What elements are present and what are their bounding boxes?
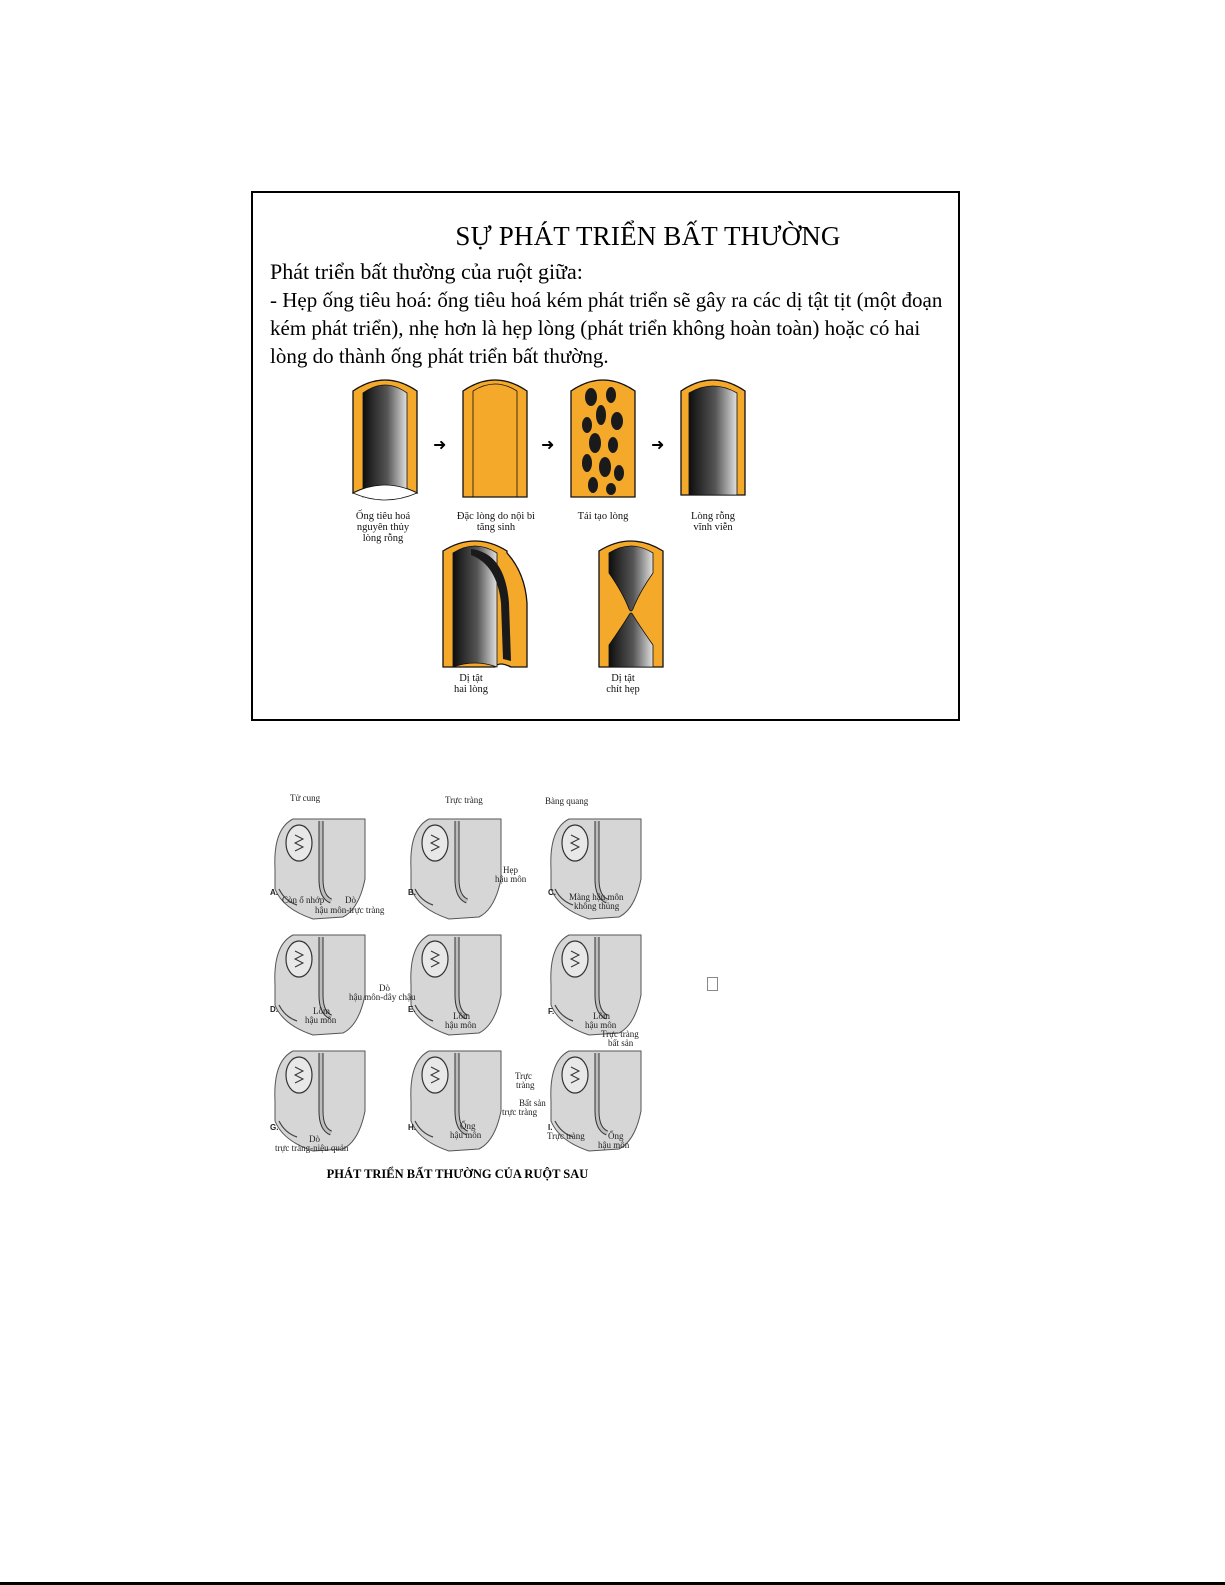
slide-paragraph: - Hẹp ống tiêu hoá: ống tiêu hoá kém phát triển sẽ gây ra các dị tật tịt (một đoạn kém phát triển), nhẹ hơn là hẹp lòng (phát triển không hoàn toàn) hoặc có hai lòng do thành ống phát triển bất thường. — [270, 288, 943, 368]
caption-tube-4: Lòng rỗng vĩnh viễn — [690, 511, 736, 533]
arrow-right-icon: ➜ — [433, 435, 447, 454]
missing-glyph-box — [707, 977, 718, 991]
caption-tube-3: Tái tạo lòng — [577, 511, 629, 522]
label-a-1: Còn ổ nhớp — [282, 895, 325, 905]
tube-primitive-hollow — [351, 373, 419, 507]
label-i-1: Trực tràng — [601, 1029, 639, 1039]
panel-letter-f: F. — [548, 1007, 555, 1016]
label-d-2: hậu môn — [305, 1015, 337, 1025]
caption-tube-1: Ống tiêu hoá nguyên thủy lòng rỗng — [355, 511, 411, 544]
label-h-3: Bất sản — [519, 1098, 546, 1108]
label-e-1: Dò — [379, 983, 390, 993]
panel-letter-h: H. — [408, 1123, 416, 1132]
panel-letter-i: I. — [548, 1123, 553, 1132]
label-i-4: Ống — [608, 1131, 624, 1141]
label-f-1: Lõm — [593, 1011, 610, 1021]
label-c-top: Bàng quang — [545, 796, 589, 806]
label-b-top: Trực tràng — [445, 795, 483, 805]
label-c-1: Màng hậu môn — [569, 892, 624, 902]
slide-frame — [251, 191, 960, 721]
label-h-6: hậu môn — [450, 1130, 482, 1140]
caption-tube-2: Đặc lòng do nội bì tăng sinh — [456, 511, 536, 533]
slide-title: SỰ PHÁT TRIỂN BẤT THƯỜNG — [455, 221, 841, 251]
label-e-4: hậu môn — [445, 1020, 477, 1030]
label-e-3: Lõm — [453, 1011, 470, 1021]
caption-double-lumen: Dị tật hai lòng — [453, 673, 489, 695]
label-h-5: Ống — [460, 1121, 476, 1131]
panel-letter-d: D. — [270, 1005, 278, 1014]
label-a-3: hậu môn-trực tràng — [315, 905, 385, 915]
label-b-1: Hẹp — [503, 865, 518, 875]
label-i-5: hậu môn — [598, 1140, 630, 1150]
label-h-1: Trực — [515, 1071, 533, 1081]
label-a-2: Dò — [345, 895, 356, 905]
label-h-4: trực tràng — [502, 1107, 538, 1117]
arrow-right-icon: ➜ — [541, 435, 555, 454]
label-a-top: Tử cung — [290, 793, 321, 803]
tube-stenosis — [597, 533, 665, 669]
label-b-2: hậu môn — [495, 874, 527, 884]
label-f-2: hậu môn — [585, 1020, 617, 1030]
panel-letter-g: G. — [270, 1123, 279, 1132]
arrow-right-icon: ➜ — [651, 435, 665, 454]
tube-solid — [461, 373, 529, 507]
panel-letter-e: E. — [408, 1005, 416, 1014]
label-d-1: Lõm — [313, 1006, 330, 1016]
figure2-caption: PHÁT TRIỂN BẤT THƯỜNG CỦA RUỘT SAU — [326, 1167, 589, 1181]
label-i-3: Trực tràng — [547, 1131, 585, 1141]
slide-subtitle: Phát triển bất thường của ruột giữa: — [270, 259, 583, 284]
panel-letter-a: A. — [270, 888, 278, 897]
hindgut-anomalies-figure — [265, 785, 650, 1185]
tube-recanalization — [569, 373, 637, 507]
panel-letter-b: B. — [408, 888, 416, 897]
label-c-2: không thủng — [574, 901, 620, 911]
caption-stenosis: Dị tật chít hẹp — [606, 673, 640, 695]
tube-permanent-hollow — [679, 373, 747, 507]
label-g-1: Dò — [309, 1134, 320, 1144]
label-i-2: bất sản — [608, 1038, 634, 1048]
label-g-2: trực tràng-niệu quản — [275, 1143, 349, 1153]
label-h-2: tràng — [516, 1080, 535, 1090]
tube-double-lumen — [441, 533, 533, 669]
label-e-2: hậu môn-dây chậu — [349, 992, 416, 1002]
panel-letter-c: C. — [548, 888, 556, 897]
hindgut-diagrams — [265, 785, 650, 1165]
